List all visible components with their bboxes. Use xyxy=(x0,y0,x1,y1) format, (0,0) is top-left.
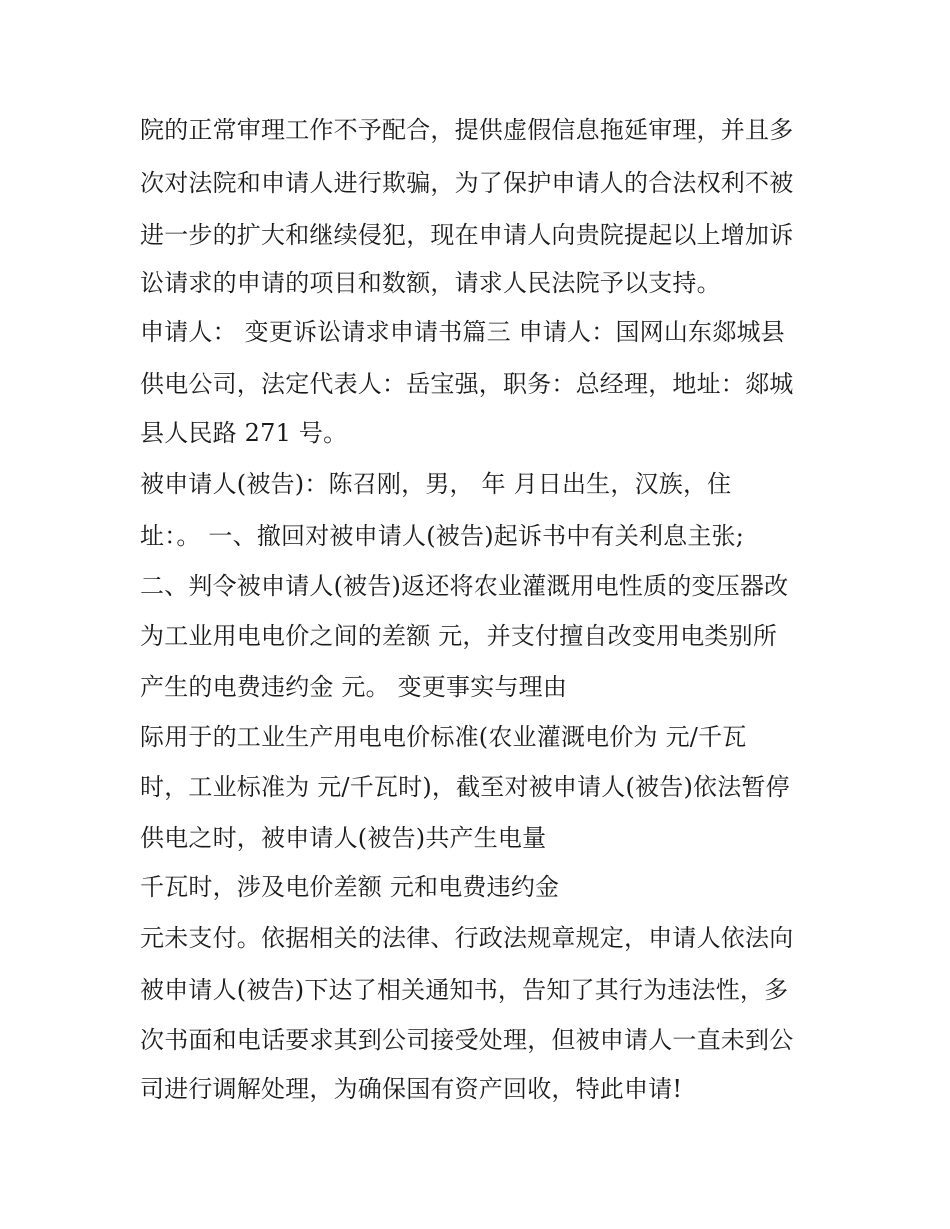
text-line: 被申请人(被告)：陈召刚，男， 年 月日出生，汉族，住 xyxy=(140,470,732,498)
text-line: 供电之时，被申请人(被告)共产生电量 xyxy=(140,824,547,852)
text-line: 讼请求的申请的项目和数额，请求人民法院予以支持。 xyxy=(140,269,721,297)
text-line: 次对法院和申请人进行欺骗，为了保护申请人的合法权利不被 xyxy=(140,169,794,197)
text-line: 产生的电费违约金 元。 变更事实与理由 xyxy=(140,673,568,701)
text-line: 县人民路 271 号。 xyxy=(140,419,348,447)
text-line: 进一步的扩大和继续侵犯，现在申请人向贵院提起以上增加诉 xyxy=(140,221,794,249)
text-line: 被申请人(被告)下达了相关通知书，告知了其行为违法性，多 xyxy=(140,976,789,1004)
text-line: 次书面和电话要求其到公司接受处理，但被申请人一直未到公 xyxy=(140,1026,794,1054)
text-line: 千瓦时，涉及电价差额 元和电费违约金 xyxy=(140,873,560,901)
text-line: 元未支付。依据相关的法律、行政法规章规定，申请人依法向 xyxy=(140,924,794,952)
text-line: 供电公司，法定代表人：岳宝强，职务：总经理，地址：郯城 xyxy=(140,370,794,398)
text-line: 司进行调解处理，为确保国有资产回收，特此申请! xyxy=(140,1075,683,1103)
text-line: 为工业用电电价之间的差额 元，并支付擅自改变用电类别所 xyxy=(140,622,778,650)
text-line: 际用于的工业生产用电电价标准(农业灌溉电价为 元/千瓦 xyxy=(140,723,747,751)
text-line: 址：。 一、撤回对被申请人(被告)起诉书中有关利息主张; xyxy=(140,522,745,550)
text-line: 申请人： 变更诉讼请求申请书篇三 申请人：国网山东郯城县 xyxy=(140,318,785,346)
text-line: 院的正常审理工作不予配合，提供虚假信息拖延审理，并且多 xyxy=(140,116,794,144)
text-line: 时，工业标准为 元/千瓦时)，截至对被申请人(被告)依法暂停 xyxy=(140,773,790,801)
text-line: 二、判令被申请人(被告)返还将农业灌溉用电性质的变压器改 xyxy=(140,572,789,600)
